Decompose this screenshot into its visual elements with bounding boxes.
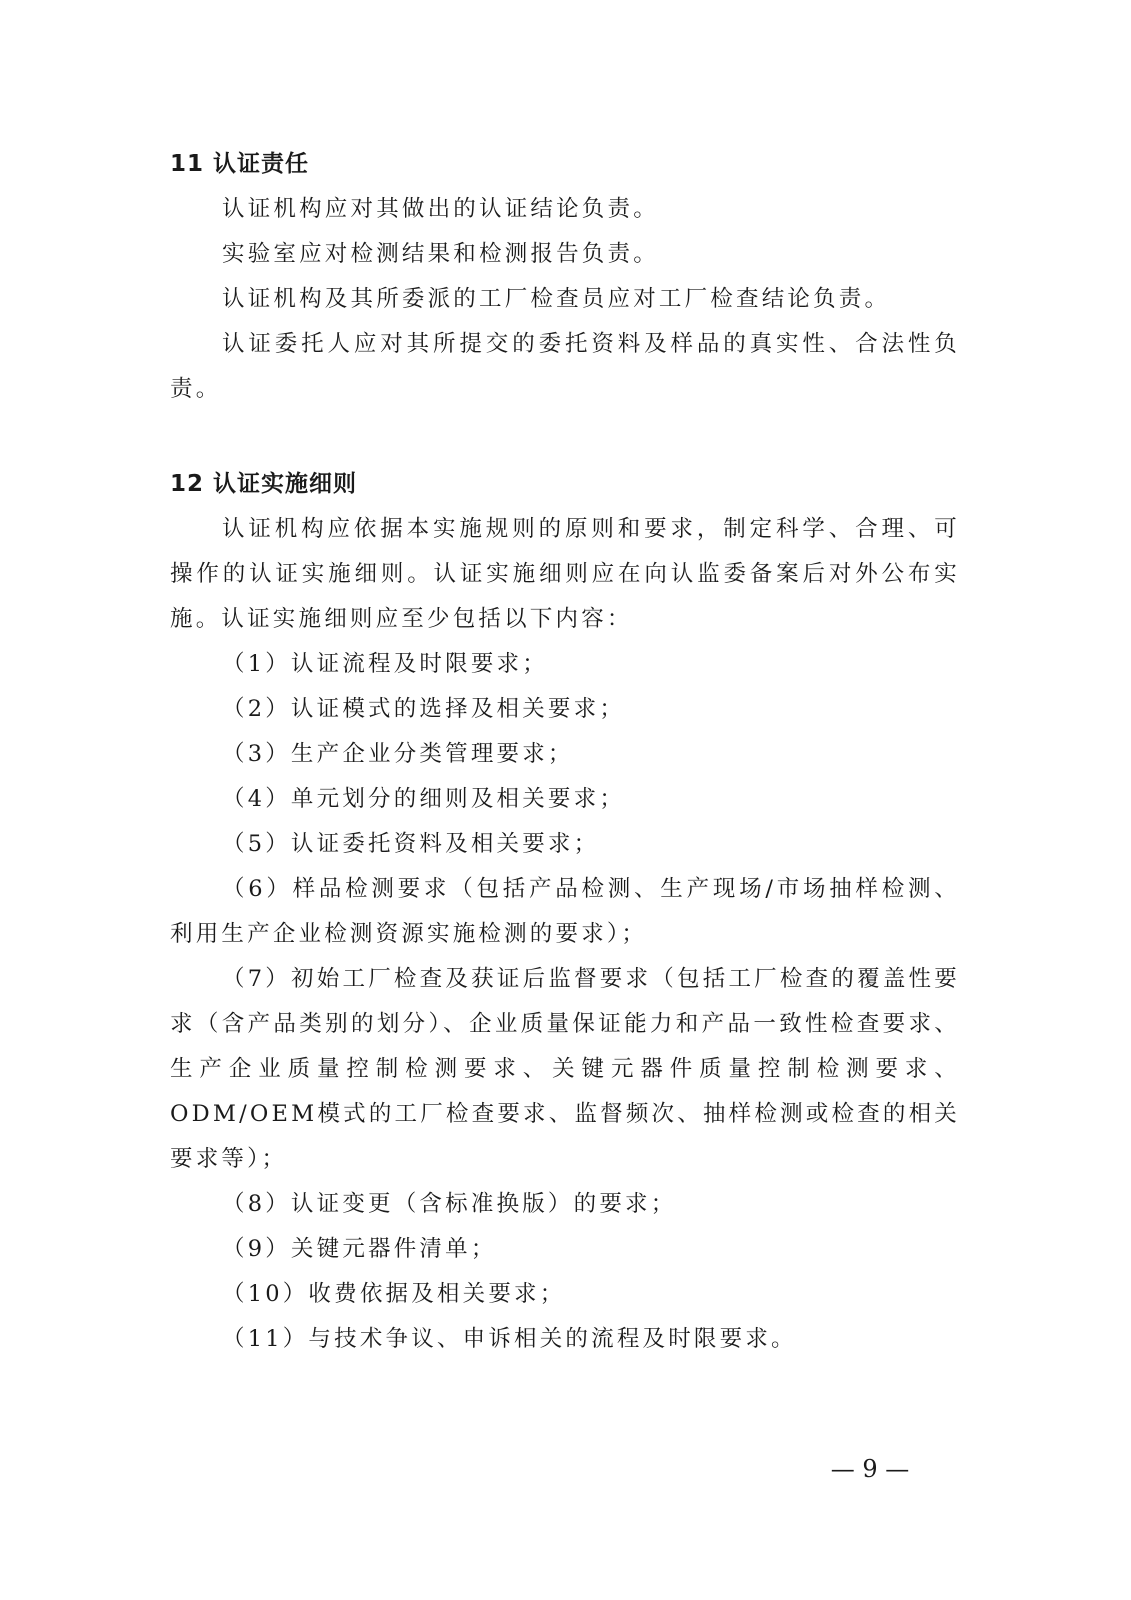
page-content xyxy=(170,142,960,1362)
section-11-paragraph: 认证机构及其所委派的工厂检查员应对工厂检查结论负责。 xyxy=(222,286,891,312)
list-item: （1）认证流程及时限要求； xyxy=(222,651,548,677)
section-spacer xyxy=(170,412,960,462)
list-item: （7）初始工厂检查及获证后监督要求（包括工厂检查的覆盖性要求（含产品类别的划分）、企业质量保证能力和产品一致性检查要求、生产企业质量控制检测要求、关键元器件质量控制检测要求、ODM/OEM模式的工厂检查要求、监督频次、抽样检测或检查的相关要求等）； xyxy=(170,966,960,1172)
section-12-heading: 12 认证实施细则 xyxy=(170,471,358,497)
section-11-paragraph: 认证机构应对其做出的认证结论负责。 xyxy=(222,196,659,222)
section-11-paragraph: 实验室应对检测结果和检测报告负责。 xyxy=(222,241,659,267)
list-item: （8）认证变更（含标准换版）的要求； xyxy=(222,1191,677,1217)
list-item: （3）生产企业分类管理要求； xyxy=(222,741,574,767)
section-12-intro: 认证机构应依据本实施规则的原则和要求，制定科学、合理、可操作的认证实施细则。认证实施细则应在向认监委备案后对外公布实施。认证实施细则应至少包括以下内容： xyxy=(170,516,960,632)
section-11-heading: 11 认证责任 xyxy=(170,151,310,177)
page-number: — 9 — xyxy=(830,1455,910,1483)
list-item: （9）关键元器件清单； xyxy=(222,1236,497,1262)
list-item: （11）与技术争议、申诉相关的流程及时限要求。 xyxy=(222,1326,797,1352)
section-11-paragraph: 认证委托人应对其所提交的委托资料及样品的真实性、合法性负责。 xyxy=(170,331,960,402)
list-item: （5）认证委托资料及相关要求； xyxy=(222,831,600,857)
list-item: （4）单元划分的细则及相关要求； xyxy=(222,786,626,812)
list-item: （6）样品检测要求（包括产品检测、生产现场/市场抽样检测、利用生产企业检测资源实施检测的要求）； xyxy=(170,876,960,947)
list-item: （10）收费依据及相关要求； xyxy=(222,1281,566,1307)
list-item: （2）认证模式的选择及相关要求； xyxy=(222,696,626,722)
